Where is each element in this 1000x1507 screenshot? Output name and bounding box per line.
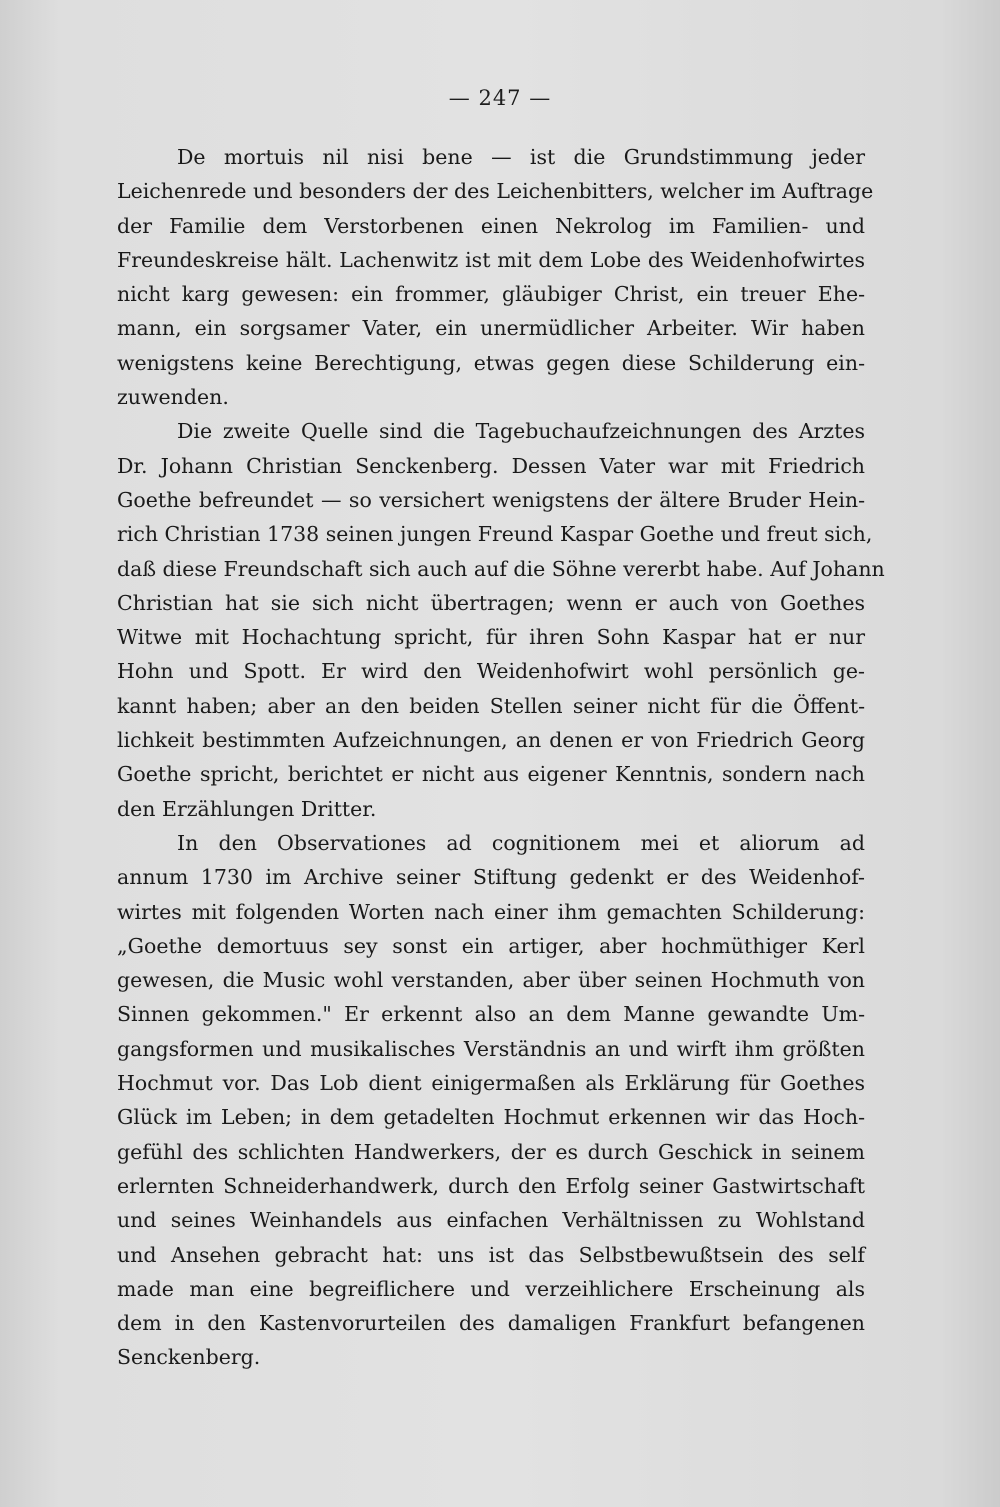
text-line: De mortuis nil nisi bene — ist die Grundstimmung jeder — [177, 145, 865, 169]
text-line: gangsformen und musikalisches Verständnis an und wirft ihm größten — [117, 1036, 865, 1061]
text-line: dem in den Kastenvorurteilen des damaligen Frankfurt befangenen — [117, 1311, 865, 1336]
text-line: annum 1730 im Archive seiner Stiftung gedenkt er des Weidenhof- — [117, 865, 865, 890]
text-line: Christian hat sie sich nicht übertragen; wenn er auch von Goethes — [117, 590, 865, 615]
paragraph-3 — [117, 826, 865, 1375]
text-line: wirtes mit folgenden Worten nach einer ihm gemachten Schilderung: — [117, 899, 865, 924]
text-line: wenigstens keine Berechtigung, etwas gegen diese Schilderung ein- — [117, 350, 865, 375]
text-line: Hochmut vor. Das Lob dient einigermaßen als Erklärung für Goethes — [117, 1071, 865, 1096]
page-number: — 247 — — [448, 86, 552, 110]
text-line: und seines Weinhandels aus einfachen Verhältnissen zu Wohlstand — [117, 1208, 865, 1233]
paragraph-1 — [117, 140, 874, 414]
text-line: Witwe mit Hochachtung spricht, für ihren Sohn Kaspar hat er nur — [117, 625, 865, 650]
text-line: Die zweite Quelle sind die Tagebuchaufzeichnungen des Arztes — [177, 419, 865, 444]
text-line: Freundeskreise hält. Lachenwitz ist mit dem Lobe des Weidenhofwirtes — [117, 247, 865, 272]
text-line: Leichenrede und besonders der des Leichenbitters, welcher im Auftrage — [117, 179, 874, 204]
text-line: Dr. Johann Christian Senckenberg. Dessen Vater war mit Friedrich — [117, 453, 865, 478]
text-line: kannt haben; aber an den beiden Stellen seiner nicht für die Öffent- — [117, 693, 865, 718]
text-line: made man eine begreiflichere und verzeihlichere Erscheinung als — [117, 1276, 865, 1301]
text-line: „Goethe demortuus sey sonst ein artiger, aber hochmüthiger Kerl — [117, 933, 865, 958]
body-text — [117, 140, 885, 1375]
paragraph-2 — [117, 414, 885, 826]
text-line: daß diese Freundschaft sich auch auf die Söhne vererbt habe. Auf Johann — [117, 556, 885, 581]
text-line: Goethe spricht, berichtet er nicht aus eigener Kenntnis, sondern nach — [117, 762, 865, 787]
text-line: nicht karg gewesen: ein frommer, gläubiger Christ, ein treuer Ehe- — [117, 282, 865, 307]
text-line: der Familie dem Verstorbenen einen Nekrolog im Familien- und — [117, 213, 865, 238]
text-line: zuwenden. — [117, 385, 229, 410]
text-line: und Ansehen gebracht hat: uns ist das Selbstbewußtsein des self — [117, 1242, 865, 1267]
text-line: mann, ein sorgsamer Vater, ein unermüdlicher Arbeiter. Wir haben — [117, 316, 865, 341]
text-line: Goethe befreundet — so versichert wenigstens der ältere Bruder Hein- — [117, 487, 865, 512]
text-line: Sinnen gekommen." Er erkennt also an dem Manne gewandte Um- — [117, 1002, 865, 1027]
text-line: erlernten Schneiderhandwerk, durch den Erfolg seiner Gastwirtschaft — [117, 1173, 865, 1198]
text-line: Hohn und Spott. Er wird den Weidenhofwirt wohl persönlich ge- — [117, 659, 865, 684]
text-line: gefühl des schlichten Handwerkers, der es durch Geschick in seinem — [117, 1139, 865, 1164]
text-line: In den Observationes ad cognitionem mei et aliorum ad — [177, 830, 865, 855]
text-line: gewesen, die Music wohl verstanden, aber über seinen Hochmuth von — [117, 968, 865, 993]
text-line: rich Christian 1738 seinen jungen Freund Kaspar Goethe und freut sich, — [117, 522, 873, 547]
text-line: lichkeit bestimmten Aufzeichnungen, an denen er von Friedrich Georg — [117, 728, 865, 753]
text-line: den Erzählungen Dritter. — [117, 796, 377, 821]
text-line: Glück im Leben; in dem getadelten Hochmut erkennen wir das Hoch- — [117, 1105, 865, 1130]
text-line: Senckenberg. — [117, 1345, 261, 1370]
